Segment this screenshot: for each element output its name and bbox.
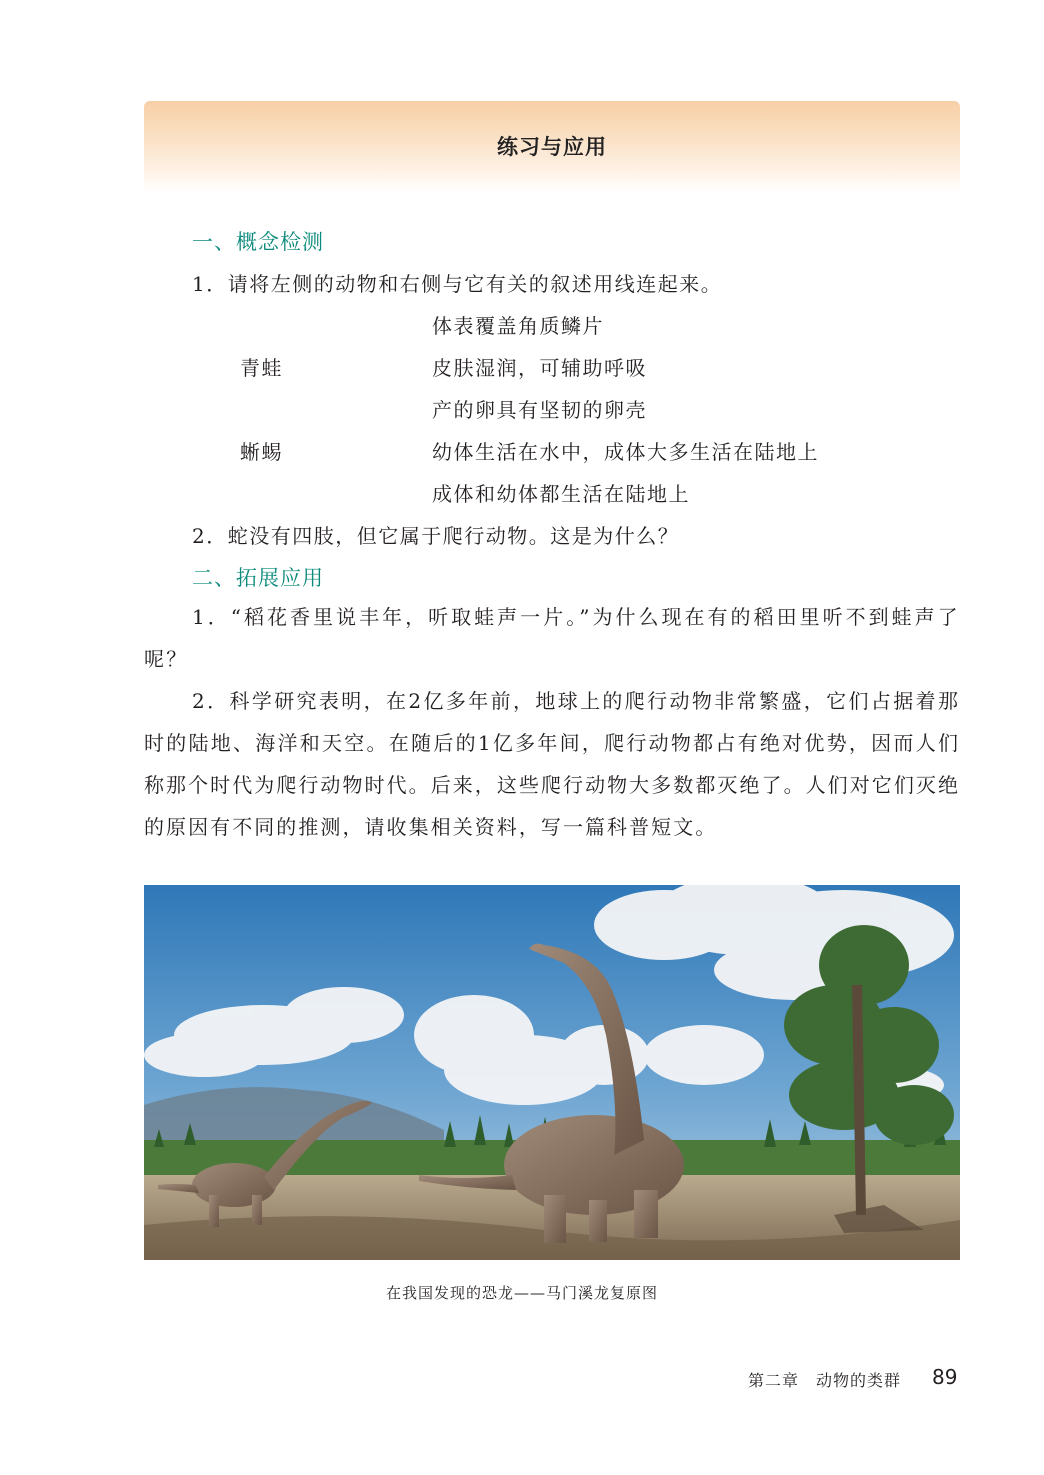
description-item: 成体和幼体都生活在陆地上 [432, 482, 690, 506]
dinosaur-illustration [144, 885, 960, 1260]
question-1: 1．请将左侧的动物和右侧与它有关的叙述用线连起来。 [192, 272, 723, 296]
extension-question-1: 1．“稻花香里说丰年，听取蛙声一片。”为什么现在有的稻田里听不到蛙声了呢？ [144, 605, 960, 671]
description-item: 幼体生活在水中，成体大多生活在陆地上 [432, 440, 819, 464]
section-heading-extended-application: 二、拓展应用 [192, 566, 324, 590]
page-number: 89 [932, 1365, 958, 1389]
description-item: 体表覆盖角质鳞片 [432, 314, 604, 338]
banner-title: 练习与应用 [497, 135, 607, 159]
figure-caption: 在我国发现的恐龙——马门溪龙复原图 [385, 1284, 658, 1302]
section-heading-concept-check: 一、概念检测 [192, 230, 324, 254]
footer-chapter: 第二章 动物的类群 [748, 1371, 902, 1390]
question-2: 2．蛇没有四肢，但它属于爬行动物。这是为什么？ [192, 524, 680, 548]
description-item: 皮肤湿润，可辅助呼吸 [432, 356, 647, 380]
extension-question-2: 2．科学研究表明，在2亿多年前，地球上的爬行动物非常繁盛，它们占据着那时的陆地、海洋和天空。在随后的1亿多年间，爬行动物都占有绝对优势，因而人们称那个时代为爬行动物时代。后来，这些爬行动物大多数都灭绝了。人们对它们灭绝的原因有不同的推测，请收集相关资料，写一篇科普短文。 [144, 689, 960, 839]
animal-item: 蜥蜴 [240, 440, 283, 464]
description-item: 产的卵具有坚韧的卵壳 [432, 398, 647, 422]
animal-item: 青蛙 [240, 356, 283, 380]
exercise-banner [144, 101, 960, 193]
